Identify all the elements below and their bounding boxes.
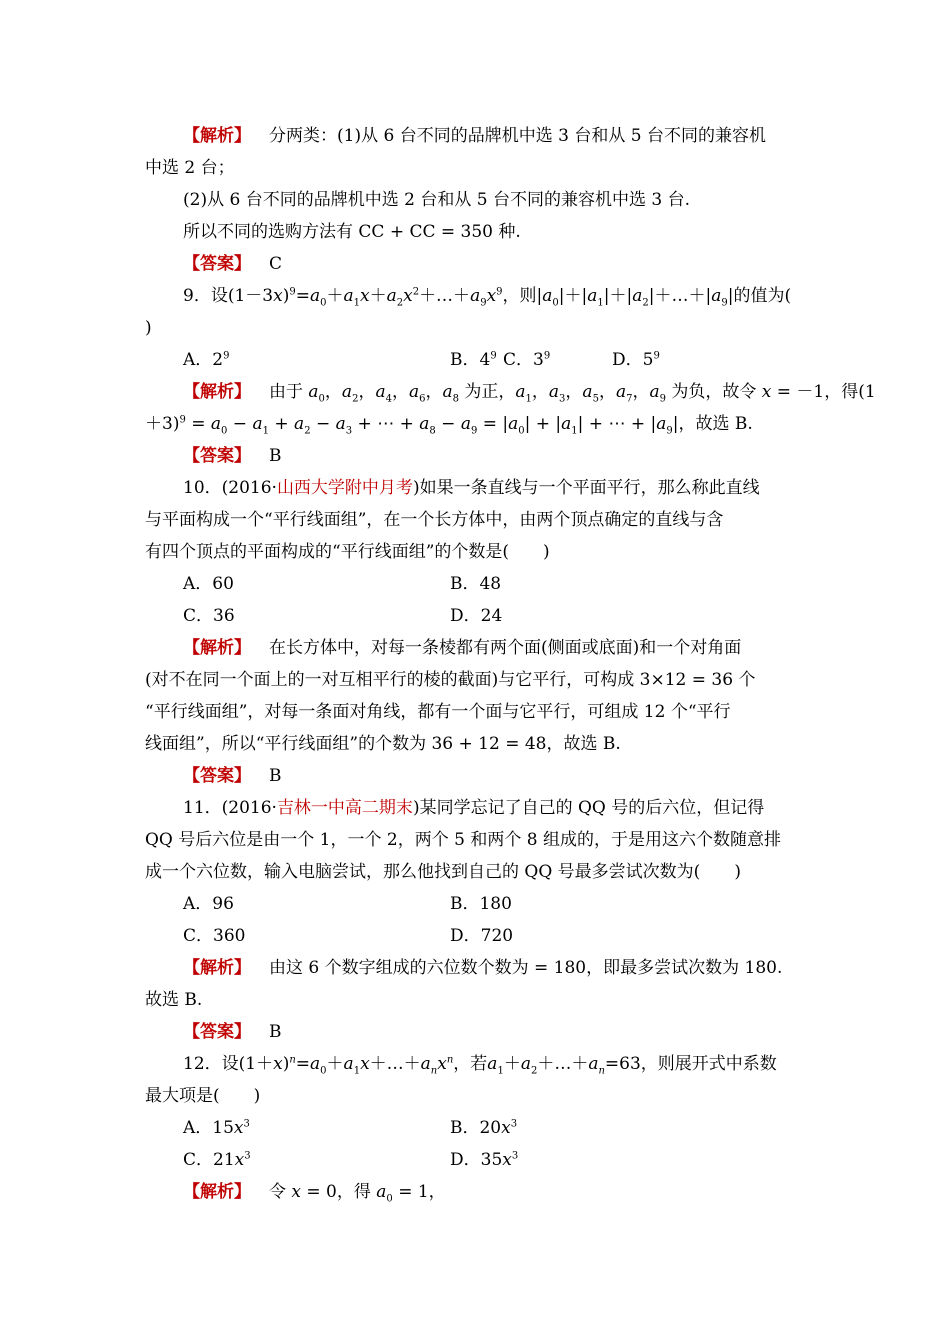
answer-tag: 【答案】 [183,254,251,274]
q11-source: 吉林一中高二期末 [276,798,413,818]
q8-analysis-line-2: 中选 2 台； [145,158,235,178]
analysis-tag: 【解析】 [183,638,251,658]
answer-tag: 【答案】 [183,446,251,466]
q9-analysis-line-2: $+3)^9 = a_0 - a_1 + a_2 - a_3$ + ⋯ + $a_8 - a_9 = |a_0| + |a_1|$ + ⋯ + $|a_9|$，故选 B. [145,414,753,437]
q9-options [183,348,848,372]
answer-tag: 【答案】 [183,1022,251,1042]
q9-option-c: C．$3^9$ [503,350,551,370]
q12-option-b: B．$20x^3$ [450,1118,518,1138]
q12-stem-line-2: 最大项是( ) [145,1086,261,1106]
q9-option-b: B．$4^9$ [450,350,497,370]
q12-options-row-2 [183,1148,848,1172]
q10-option-d: D．24 [450,606,503,626]
q10-analysis-line-2: (对不在同一个面上的一对互相平行的棱的截面)与它平行，可构成 3×12 = 36 个 [145,670,756,690]
q10-options-row-1 [183,572,848,596]
q11-option-c: C．360 [183,926,246,946]
q10-answer: 【答案】 B [183,766,282,786]
q10-option-a: A．60 [183,574,234,594]
q11-stem-line-3: 成一个六位数，输入电脑尝试，那么他找到自己的 QQ 号最多尝试次数为( ) [145,862,741,882]
q11-option-b: B．180 [450,894,512,914]
q12-option-a: A．$15x^3$ [183,1118,250,1138]
q10-stem-line-2: 与平面构成一个“平行线面组”，在一个长方体中，由两个顶点确定的直线与含 [145,510,724,530]
q9-stem-line-2: ) [145,318,152,338]
q9-analysis-line-1: 【解析】 由于 $a_0$，$a_2$，$a_4$，$a_6$，$a_8$ 为正，$a_1$，$a_3$，$a_5$，$a_7$，$a_9$ 为负，故令 x = －1，得(1 [183,382,876,405]
q10-stem-line-1: 10．(2016·山西大学附中月考)如果一条直线与一个平面平行，那么称此直线 [183,478,760,498]
analysis-tag: 【解析】 [183,958,251,978]
q12-analysis-line-1: 【解析】 令 x = 0，得 $a_0 = 1$， [183,1182,446,1205]
q12-option-d: D．$35x^3$ [450,1150,519,1170]
q12-stem-line-1: 12．设$(1+x)^n=a_0+a_1x+\dots+a_nx^n$，若$a_1+a_2+\dots+a_n=63$，则展开式中系数 [183,1054,777,1077]
q10-stem-line-3: 有四个顶点的平面构成的“平行线面组”的个数是( ) [145,542,550,562]
q10-option-b: B．48 [450,574,502,594]
q8-analysis-line-4: 所以不同的选购方法有 CC + CC = 350 种. [183,222,521,242]
q10-analysis-line-1: 【解析】 在长方体中，对每一条棱都有两个面(侧面或底面)和一个对角面 [183,638,742,658]
q11-options-row-2 [183,924,848,948]
q8-analysis-line-1: 【解析】 分两类：(1)从 6 台不同的品牌机中选 3 台和从 5 台不同的兼容机 [183,126,766,146]
q9-option-a: A．$2^9$ [183,350,230,370]
q12-options-row-1 [183,1116,848,1140]
q11-option-d: D．720 [450,926,514,946]
q9-answer: 【答案】 B [183,446,282,466]
q9-option-d: D．$5^9$ [612,350,660,370]
q11-stem-line-2: QQ 号后六位是由一个 1，一个 2，两个 5 和两个 8 组成的，于是用这六个数随意排 [145,830,781,850]
q10-options-row-2 [183,604,848,628]
analysis-tag: 【解析】 [183,1182,251,1202]
q11-options-row-1 [183,892,848,916]
q9-stem-line-1: 9．设$(1-3x)^9=a_0+a_1x+a_2x^2+\dots+a_9x^9$，则$|a_0|+|a_1|+|a_2|+\dots+|a_9|$的值为( [183,286,792,309]
q10-analysis-line-3: “平行线面组”，对每一条面对角线，都有一个面与它平行，可组成 12 个“平行 [145,702,731,722]
q11-option-a: A．96 [183,894,234,914]
q12-option-c: C．$21x^3$ [183,1150,251,1170]
answer-tag: 【答案】 [183,766,251,786]
q11-analysis-line-2: 故选 B. [145,990,203,1010]
q11-stem-line-1: 11．(2016·吉林一中高二期末)某同学忘记了自己的 QQ 号的后六位，但记得 [183,798,765,818]
q10-option-c: C．36 [183,606,235,626]
q8-answer: 【答案】 C [183,254,283,274]
q11-answer: 【答案】 B [183,1022,282,1042]
q11-analysis-line-1: 【解析】 由这 6 个数字组成的六位数个数为 = 180，即最多尝试次数为 180. [183,958,783,978]
analysis-tag: 【解析】 [183,126,251,146]
q10-analysis-line-4: 线面组”，所以“平行线面组”的个数为 36 + 12 = 48，故选 B. [145,734,621,754]
q8-analysis-line-3: (2)从 6 台不同的品牌机中选 2 台和从 5 台不同的兼容机中选 3 台. [183,190,690,210]
analysis-tag: 【解析】 [183,382,251,402]
q10-source: 山西大学附中月考 [276,478,413,498]
